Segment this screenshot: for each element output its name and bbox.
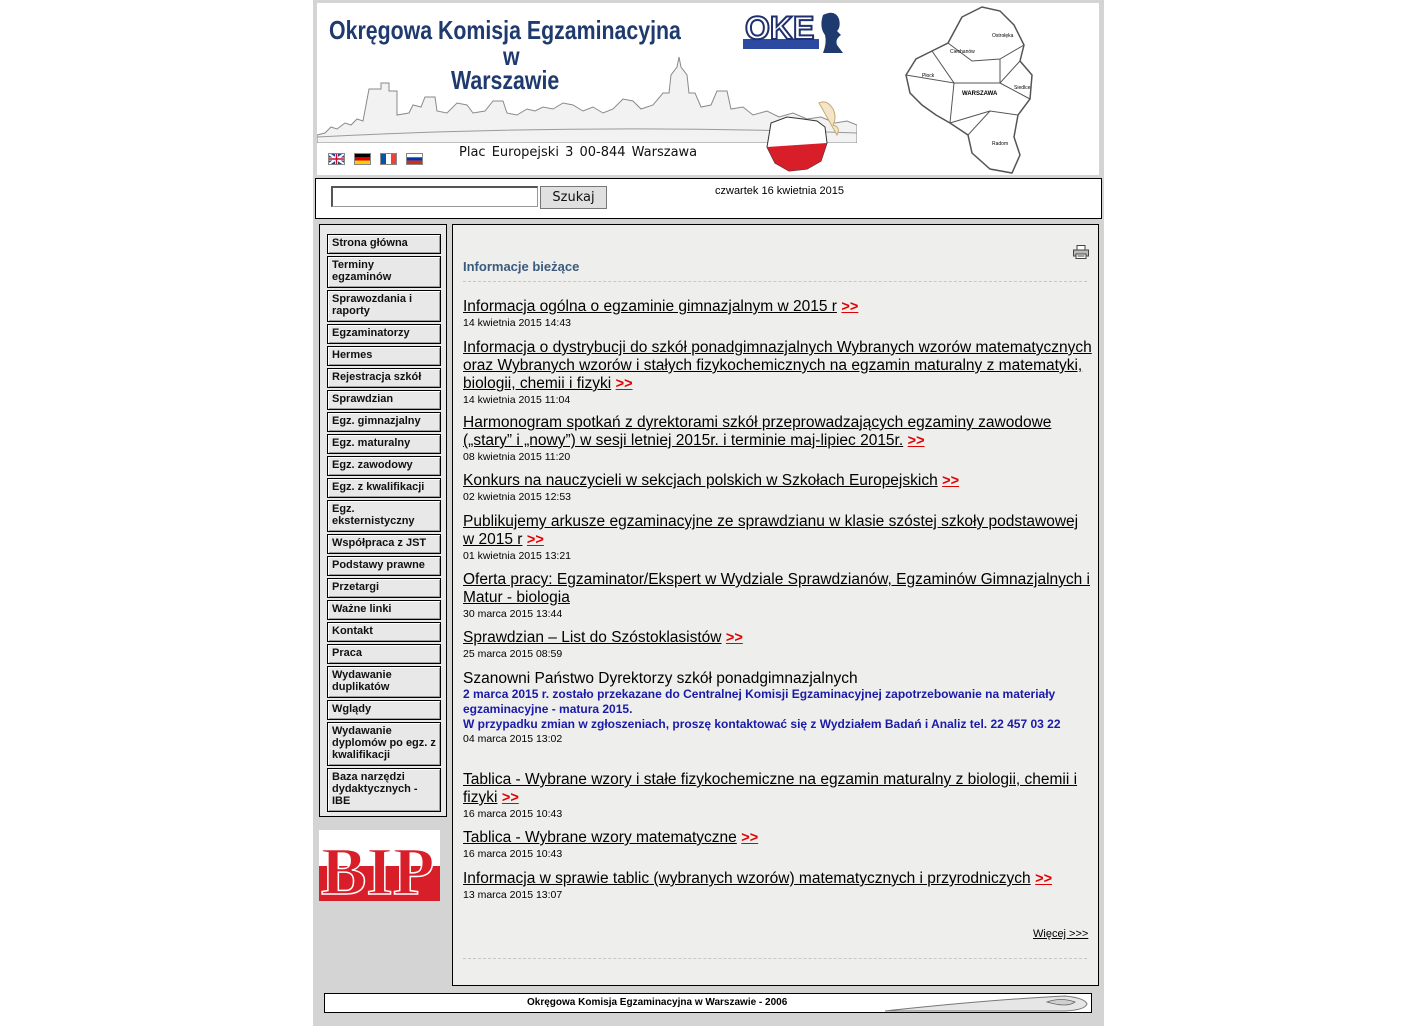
news-item [463,629,1093,660]
news-date: 08 kwietnia 2015 11:20 [463,451,571,463]
news-item [463,571,1093,620]
news-date: 02 kwietnia 2015 12:53 [463,491,571,503]
news-title-link[interactable]: Informacja ogólna o egzaminie gimnazjalnym w 2015 r [463,298,837,315]
sidebar-item-terminy-egzaminow[interactable]: Terminy egzaminów [327,256,441,288]
poland-map-icon [763,99,845,175]
news-item [463,472,1093,503]
news-title-link[interactable]: Informacja w sprawie tablic (wybranych wzorów) matematycznych i przyrodniczych [463,870,1031,887]
bip-logo-text: BIP [321,833,435,901]
footer-text: Okręgowa Komisja Egzaminacyjna w Warszawie - 2006 [527,997,788,1008]
sidebar-item-wspolpraca-z-jst[interactable]: Współpraca z JST [327,534,441,554]
news-item [463,298,1093,329]
sidebar-item-wydawanie-duplikatow[interactable]: Wydawanie duplikatów [327,666,441,698]
header-address: Plac Europejski 3 00-844 Warszawa [459,145,698,160]
mazowieckie-map [902,3,1082,175]
news-title-link[interactable]: Tablica - Wybrane wzory matematyczne [463,829,737,846]
sidebar-item-sprawdzian[interactable]: Sprawdzian [327,390,441,410]
sidebar-item-wazne-linki[interactable]: Ważne linki [327,600,441,620]
oke-logo-text: OKE [745,10,815,46]
news-note: 2 marca 2015 r. zostało przekazane do Centralnej Komisji Egzaminacyjnej zapotrzebowanie na materiały egzaminacyjne - matura 2015. [463,687,1056,716]
sidebar-item-praca[interactable]: Praca [327,644,441,664]
news-date: 04 marca 2015 13:02 [463,733,563,745]
news-item [463,829,1093,860]
sidebar-item-egz-eksternistyczny[interactable]: Egz. eksternistyczny [327,500,441,532]
news-item [463,870,1093,901]
sidebar-item-egz-gimnazjalny[interactable]: Egz. gimnazjalny [327,412,441,432]
news-item [463,771,1093,820]
read-more-marker[interactable]: >> [907,433,925,449]
read-more-marker[interactable]: >> [615,376,633,392]
section-title: Informacje bieżące [463,259,580,274]
news-date: 16 marca 2015 10:43 [463,808,563,820]
news-item [463,670,1093,745]
sidebar-item-podstawy-prawne[interactable]: Podstawy prawne [327,556,441,576]
news-date: 14 kwietnia 2015 11:04 [463,394,571,406]
map-label-radom: Radom [992,141,1009,147]
search-input[interactable] [331,186,538,207]
sidebar-item-wydawanie-dyplomow[interactable]: Wydawanie dyplomów po egz. z kwalifikacji [327,722,441,766]
read-more-marker[interactable]: >> [526,532,544,548]
sidebar-item-kontakt[interactable]: Kontakt [327,622,441,642]
flag-german-icon[interactable] [354,153,371,165]
news-date: 16 marca 2015 10:43 [463,848,563,860]
sidebar-item-hermes[interactable]: Hermes [327,346,441,366]
news-date: 13 marca 2015 13:07 [463,889,563,901]
map-label-ciechanow: Ciechanów [950,49,975,55]
sidebar-menu [319,224,447,817]
oke-logo-icon [743,9,847,57]
news-title: Szanowni Państwo Dyrektorzy szkół ponadgimnazjalnych [463,670,858,687]
flag-english-icon[interactable] [328,153,345,165]
map-label-plock: Płock [922,73,935,79]
divider [463,281,1087,282]
news-date: 25 marca 2015 08:59 [463,648,563,660]
header-title-line1: Okręgowa Komisja Egzaminacyjna [329,15,681,45]
news-item [463,339,1093,406]
language-flags [328,153,423,165]
news-title-link[interactable]: Oferta pracy: Egzaminator/Ekspert w Wydziale Sprawdzianów, Egzaminów Gimnazjalnych i Matur - biologia [463,571,1091,606]
sidebar-item-rejestracja-szkol[interactable]: Rejestracja szkół [327,368,441,388]
header-banner [317,3,1099,175]
sidebar-item-sprawozdania[interactable]: Sprawozdania i raporty [327,290,441,322]
page [313,0,1104,1026]
sidebar-item-strona-glowna[interactable]: Strona główna [327,234,441,254]
news-title-link[interactable]: Tablica - Wybrane wzory i stałe fizykochemiczne na egzamin maturalny z biologii, chemii i fizyki [463,771,1078,806]
news-note: W przypadku zmian w zgłoszeniach, proszę kontaktować się z Wydziałem Badań i Analiz tel. 22 457 03 22 [463,717,1061,731]
flag-russian-icon[interactable] [406,153,423,165]
news-title-link[interactable]: Sprawdzian – List do Szóstoklasistów [463,629,722,646]
read-more-marker[interactable]: >> [725,630,743,646]
sidebar-item-egz-z-kwalifikacji[interactable]: Egz. z kwalifikacji [327,478,441,498]
bip-logo[interactable] [319,830,440,901]
sidebar-item-baza-narzedzi[interactable]: Baza narzędzi dydaktycznych - IBE [327,768,441,812]
read-more-marker[interactable]: >> [841,299,859,315]
map-label-siedlce: Siedlce [1014,85,1031,91]
more-news-link[interactable]: Więcej >>> [1033,928,1089,940]
main-content [452,224,1099,986]
search-bar [315,178,1102,219]
divider [463,958,1087,959]
current-date: czwartek 16 kwietnia 2015 [715,185,845,197]
header-title-line3: Warszawie [451,65,560,95]
read-more-marker[interactable]: >> [501,790,519,806]
sidebar-item-egz-zawodowy[interactable]: Egz. zawodowy [327,456,441,476]
header-title-line2: w [503,41,520,71]
news-title-link[interactable]: Konkurs na nauczycieli w sekcjach polskich w Szkołach Europejskich [463,472,938,489]
news-date: 30 marca 2015 13:44 [463,608,563,620]
sidebar-item-egz-maturalny[interactable]: Egz. maturalny [327,434,441,454]
read-more-marker[interactable]: >> [942,473,960,489]
sidebar-item-egzaminatorzy[interactable]: Egzaminatorzy [327,324,441,344]
flag-french-icon[interactable] [380,153,397,165]
footer [324,993,1092,1013]
news-title-link[interactable]: Publikujemy arkusze egzaminacyjne ze sprawdzianu w klasie szóstej szkoły podstawowej w 2015 r [463,513,1079,548]
read-more-marker[interactable]: >> [1035,871,1053,887]
search-button[interactable]: Szukaj [540,186,607,209]
news-date: 01 kwietnia 2015 13:21 [463,550,571,562]
news-item [463,414,1093,463]
read-more-marker[interactable]: >> [741,830,759,846]
news-item [463,513,1093,562]
news-title-link[interactable]: Informacja o dystrybucji do szkół ponadgimnazjalnych Wybranych wzorów matematycznych oraz Wybranych wzorów i stałych fizykochemicznych na egzamin maturalny z matematyki, biologii, chemii i fizyki [463,339,1092,392]
news-date: 14 kwietnia 2015 14:43 [463,317,571,329]
map-label-warszawa: WARSZAWA [962,91,998,97]
sidebar-item-wglady[interactable]: Wglądy [327,700,441,720]
news-title-link[interactable]: Harmonogram spotkań z dyrektorami szkół przeprowadzających egzaminy zawodowe („stary” i „nowy”) w sesji letniej 2015r. i terminie maj-lipiec 2015r. [463,414,1052,449]
sidebar-item-przetargi[interactable]: Przetargi [327,578,441,598]
map-label-ostroleka: Ostrołęka [992,33,1014,39]
print-icon[interactable] [1073,245,1089,259]
